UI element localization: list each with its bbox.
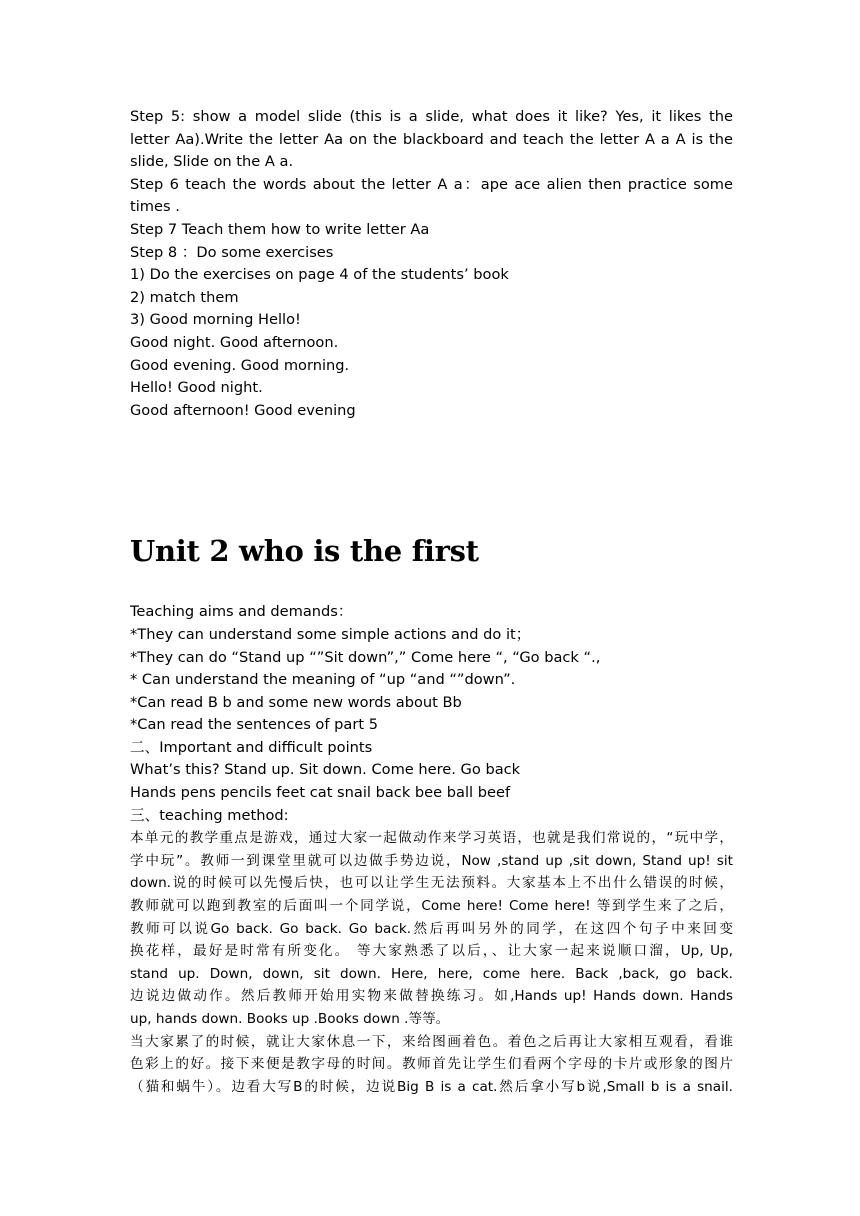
paragraph-line: 边说边做动作。然后教师开始用实物来做替换练习。如,Hands up! Hands down. Hands (130, 988, 733, 1005)
text-line: 2) match them (130, 288, 239, 306)
paragraph-line: （猫和蜗牛）。边看大写B的时候，边说Big B is a cat.然后拿小写b说,Small b is a snail. (130, 1078, 733, 1095)
unit2-content (130, 601, 733, 827)
paragraph-line: 教师就可以跑到教室的后面叫一个同学说，Come here! Come here! 等到学生来了之后， (130, 898, 733, 915)
section-spacer (130, 422, 733, 531)
text-line: * Can understand the meaning of “up “and “”down”. (130, 671, 516, 689)
text-line: Step 6 teach the words about the letter A a：ape ace alien then practice some (130, 175, 733, 193)
text-line: What’s this? Stand up. Sit down. Come here. Go back (130, 761, 521, 779)
text-line: *Can read B b and some new words about Bb (130, 693, 462, 711)
lesson-steps (130, 106, 733, 422)
text-line: letter Aa).Write the letter Aa on the blackboard and teach the letter A a A is the (130, 130, 733, 148)
text-line: 三、teaching method: (130, 806, 289, 824)
paragraph-line: down.说的时候可以先慢后快，也可以让学生无法预料。大家基本上不出什么错误的时候， (130, 875, 733, 892)
text-line: Step 8 ：Do some exercises (130, 243, 334, 261)
text-line: Step 7 Teach them how to write letter Aa (130, 220, 430, 238)
paragraph-line: 教师可以说Go back. Go back. Go back.然后再叫另外的同学，在这四个句子中来回变 (130, 920, 733, 937)
text-line: Hands pens pencils feet cat snail back bee ball beef (130, 784, 511, 802)
text-line: 二、Important and difficult points (130, 738, 373, 756)
teaching-method-paragraph (130, 827, 733, 1030)
paragraph-line: 换花样，最好是时常有所变化。 等大家熟悉了以后，、让大家一起来说顺口溜，Up, Up, (130, 943, 733, 960)
paragraph-line: 当大家累了的时候，就让大家休息一下，来给图画着色。着色之后再让大家相互观看，看谁 (130, 1033, 733, 1050)
text-line: Step 5: show a model slide (this is a slide, what does it like? Yes, it likes the (130, 108, 733, 125)
paragraph-line: 学中玩”。教师一到课堂里就可以边做手势边说，Now ,stand up ,sit down, Stand up! sit (130, 852, 733, 869)
text-line: slide, Slide on the A a. (130, 153, 294, 171)
document-page (130, 106, 733, 1098)
unit-heading: Unit 2 who is the first (130, 534, 479, 569)
paragraph-line: up, hands down. Books up .Books down .等等。 (130, 1011, 450, 1027)
coloring-paragraph (130, 1031, 733, 1099)
text-line: Good afternoon! Good evening (130, 401, 356, 419)
paragraph-line: stand up. Down, down, sit down. Here, here, come here. Back ,back, go back. (130, 965, 733, 982)
text-line: 1) Do the exercises on page 4 of the students’ book (130, 266, 509, 284)
text-line: 3) Good morning Hello! (130, 311, 301, 329)
text-line: *They can understand some simple actions and do it； (130, 625, 531, 643)
paragraph-line: 色彩上的好。接下来便是教字母的时间。教师首先让学生们看两个字母的卡片或形象的图片 (130, 1056, 733, 1073)
text-line: Good evening. Good morning. (130, 356, 350, 374)
paragraph-line: 本单元的教学重点是游戏，通过大家一起做动作来学习英语，也就是我们常说的，“玩中学， (130, 830, 733, 847)
heading-spacer (130, 571, 733, 601)
text-line: *They can do “Stand up “”Sit down”,” Come here “, “Go back “., (130, 648, 601, 666)
text-line: Hello! Good night. (130, 379, 263, 397)
text-line: Good night. Good afternoon. (130, 333, 339, 351)
text-line: times . (130, 198, 180, 216)
text-line: *Can read the sentences of part 5 (130, 716, 378, 734)
text-line: Teaching aims and demands： (130, 603, 353, 621)
